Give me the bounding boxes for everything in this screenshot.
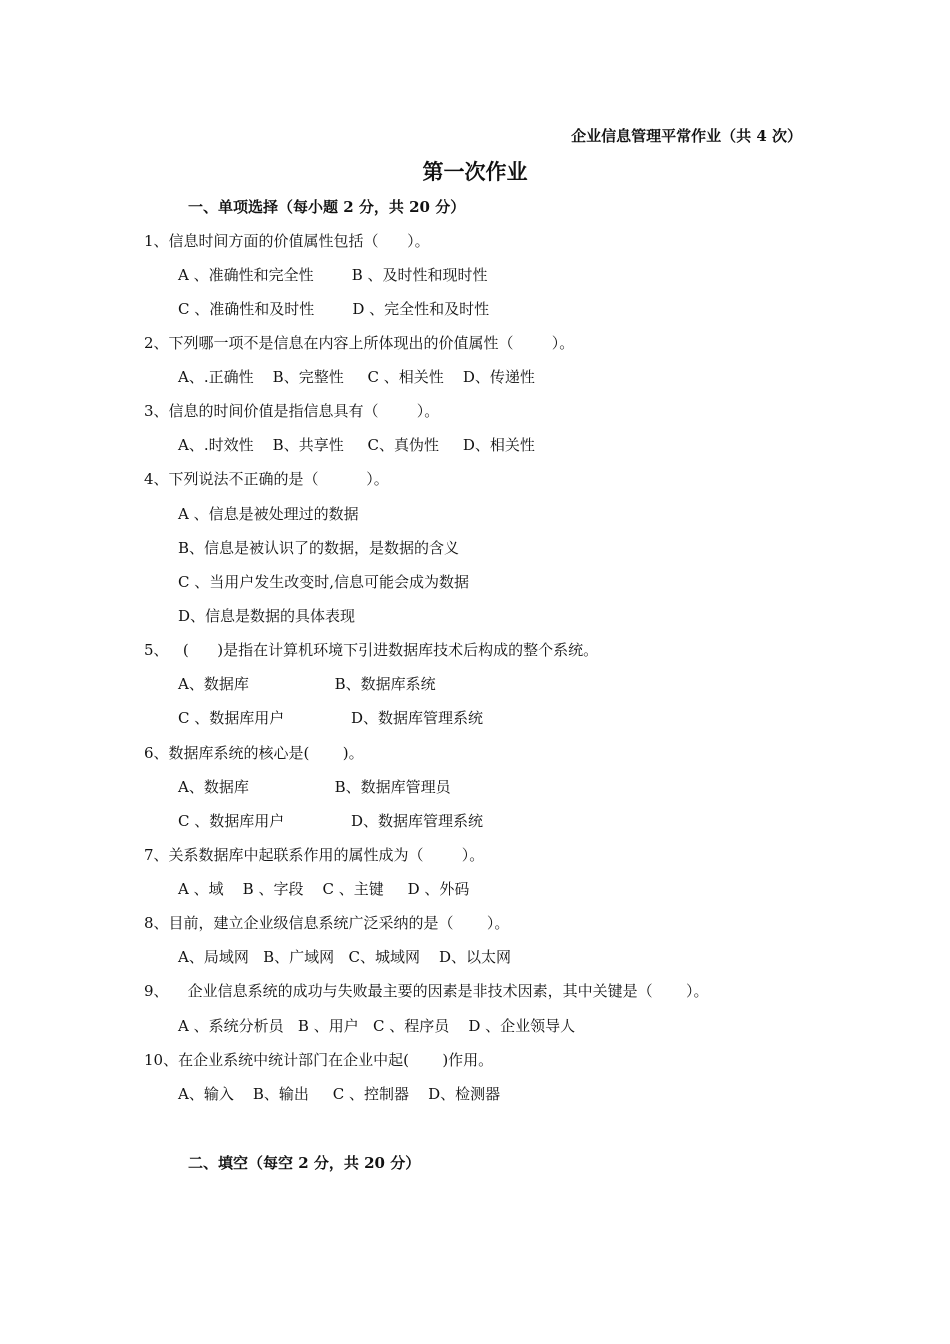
question-2-options: A、.正确性 B、完整性 C 、相关性 D、传递性 (178, 368, 535, 386)
document-title: 企业信息管理平常作业（共 4 次） (571, 127, 802, 145)
question-4: 4、下列说法不正确的是（ ）。 (144, 470, 389, 488)
question-3: 3、信息的时间价值是指信息具有（ ）。 (144, 402, 440, 420)
question-7-options: A 、域 B 、字段 C 、主键 D 、外码 (178, 880, 470, 898)
question-4-option-c: C 、当用户发生改变时,信息可能会成为数据 (178, 573, 470, 591)
question-4-option-a: A 、信息是被处理过的数据 (178, 505, 359, 523)
question-5-options-row-2: C 、数据库用户 D、数据库管理系统 (178, 709, 484, 727)
question-1-options-row-2: C 、准确性和及时性 D 、完全性和及时性 (178, 300, 490, 318)
question-9-options: A 、系统分析员 B 、用户 C 、程序员 D 、企业领导人 (178, 1017, 576, 1035)
assignment-title: 第一次作业 (422, 159, 528, 184)
question-2: 2、下列哪一项不是信息在内容上所体现出的价值属性（ ）。 (144, 334, 575, 352)
question-9: 9、 企业信息系统的成功与失败最主要的因素是非技术因素，其中关键是（ ）。 (144, 982, 709, 1000)
question-5-options-row-1: A、数据库 B、数据库系统 (178, 675, 436, 693)
question-4-option-d: D、信息是数据的具体表现 (178, 607, 356, 625)
question-10-options: A、输入 B、输出 C 、控制器 D、检测器 (178, 1085, 501, 1103)
question-7: 7、关系数据库中起联系作用的属性成为（ ）。 (144, 846, 485, 864)
question-6: 6、数据库系统的核心是( )。 (144, 744, 364, 762)
question-6-options-row-2: C 、数据库用户 D、数据库管理系统 (178, 812, 484, 830)
question-1: 1、信息时间方面的价值属性包括（ ）。 (144, 232, 430, 250)
section-heading-single-choice: 一、单项选择（每小题 2 分，共 20 分） (188, 198, 466, 216)
question-6-options-row-1: A、数据库 B、数据库管理员 (178, 778, 451, 796)
question-3-options: A、.时效性 B、共享性 C、真伪性 D、相关性 (178, 436, 535, 454)
question-10: 10、在企业系统中统计部门在企业中起( )作用。 (144, 1051, 494, 1069)
question-4-option-b: B、信息是被认识了的数据，是数据的含义 (178, 539, 460, 557)
question-8-options: A、局域网 B、广域网 C、城域网 D、以太网 (178, 948, 512, 966)
question-8: 8、目前，建立企业级信息系统广泛采纳的是（ ）。 (144, 914, 510, 932)
question-1-options-row-1: A 、准确性和完全性 B 、及时性和现时性 (178, 266, 488, 284)
question-5: 5、 ( )是指在计算机环境下引进数据库技术后构成的整个系统。 (144, 641, 599, 659)
section-heading-fill-in: 二、填空（每空 2 分，共 20 分） (188, 1154, 421, 1172)
